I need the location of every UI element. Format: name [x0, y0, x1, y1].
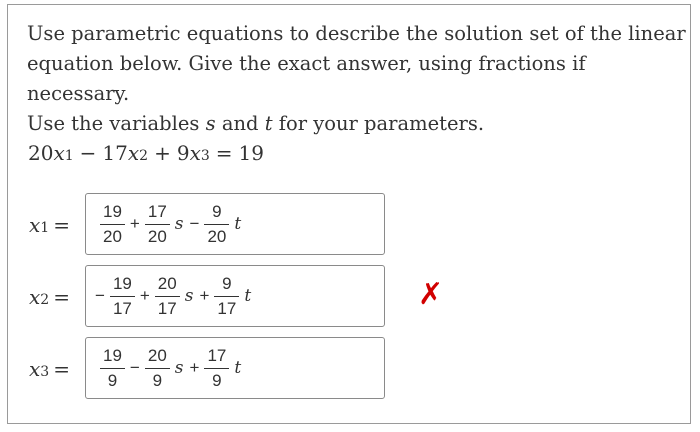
lhs-var: x: [29, 357, 41, 381]
parameter-s: s: [184, 286, 194, 306]
rhs-value: 19: [238, 141, 264, 165]
operator: −: [189, 214, 200, 233]
incorrect-x-icon: ✗: [418, 277, 444, 312]
numerator: 17: [147, 201, 167, 221]
operator: +: [189, 358, 200, 377]
parameter-t: t: [234, 358, 242, 378]
numerator: 17: [207, 345, 227, 365]
operator: +: [139, 286, 150, 305]
coef-1: 20: [28, 141, 54, 165]
prompt-line-3: [27, 109, 687, 139]
var-2: x: [127, 141, 140, 165]
answer-label-x1: x 1 =: [29, 213, 70, 237]
answer-input-x3[interactable]: [85, 337, 385, 399]
equals-sign: =: [215, 141, 233, 165]
answer-input-x2[interactable]: [85, 265, 385, 327]
coef-3: 9: [176, 141, 190, 165]
denominator: 9: [107, 370, 118, 390]
denominator: 17: [157, 298, 177, 318]
lhs-var: x: [29, 213, 41, 237]
denominator: 20: [147, 226, 167, 246]
lead-sign: −: [95, 286, 105, 305]
prompt-line-1: Use parametric equations to describe the solution set of the linear: [27, 22, 686, 45]
lhs-var: x: [29, 285, 41, 309]
fraction-s-coef: [145, 202, 170, 247]
parameter-s: s: [174, 358, 184, 378]
denominator: 20: [207, 226, 227, 246]
numerator: 19: [103, 201, 122, 221]
var-1: x: [53, 141, 65, 165]
lhs-equals: =: [53, 357, 70, 381]
denominator: 9: [152, 370, 163, 390]
parameter-s-label: s: [205, 112, 216, 135]
fraction-constant: [100, 202, 125, 247]
operator: +: [129, 214, 140, 233]
prompt-line-3-mid: and: [215, 112, 265, 135]
fraction-t-coef: [204, 346, 229, 391]
numerator: 9: [222, 273, 232, 293]
fraction-constant: [100, 346, 125, 391]
var-3: x: [189, 141, 201, 165]
prompt-line-3-post: for your parameters.: [272, 112, 485, 135]
fraction-s-coef: [155, 274, 180, 319]
fraction-constant: [110, 274, 135, 319]
lhs-equals: =: [53, 213, 70, 237]
fraction-t-coef: [204, 202, 229, 247]
numerator: 20: [157, 273, 177, 293]
prompt-line-2: equation below. Give the exact answer, using fractions if necessary.: [27, 52, 586, 105]
answer-label-x3: x 3 =: [29, 357, 70, 381]
parameter-t-label: t: [264, 112, 273, 135]
question-panel: [7, 4, 691, 424]
denominator: 17: [217, 298, 237, 318]
numerator: 19: [103, 345, 122, 365]
answer-label-x2: x 2 =: [29, 285, 70, 309]
operator: +: [199, 286, 210, 305]
numerator: 20: [147, 345, 167, 365]
lhs-equals: =: [53, 285, 70, 309]
parameter-t: t: [234, 214, 242, 234]
denominator: 20: [103, 226, 122, 246]
answer-input-x1[interactable]: [85, 193, 385, 255]
denominator: 9: [212, 370, 222, 390]
numerator: 9: [212, 201, 222, 221]
operator: −: [129, 358, 140, 377]
fraction-s-coef: [145, 346, 170, 391]
parameter-t: t: [244, 286, 252, 306]
coef-2: 17: [102, 141, 128, 165]
numerator: 19: [112, 273, 132, 293]
question-prompt: [27, 19, 687, 139]
answer-row-x1: [8, 193, 692, 257]
prompt-line-3-pre: Use the variables: [27, 112, 206, 135]
linear-equation: 20 x 1 − 17 x 2 + 9 x 3 = 19: [28, 141, 264, 165]
answer-row-x2: [8, 265, 692, 329]
denominator: 17: [112, 298, 132, 318]
answer-row-x3: [8, 337, 692, 401]
parameter-s: s: [174, 214, 184, 234]
operator-1: −: [79, 141, 97, 165]
fraction-t-coef: [214, 274, 239, 319]
operator-2: +: [154, 141, 171, 165]
